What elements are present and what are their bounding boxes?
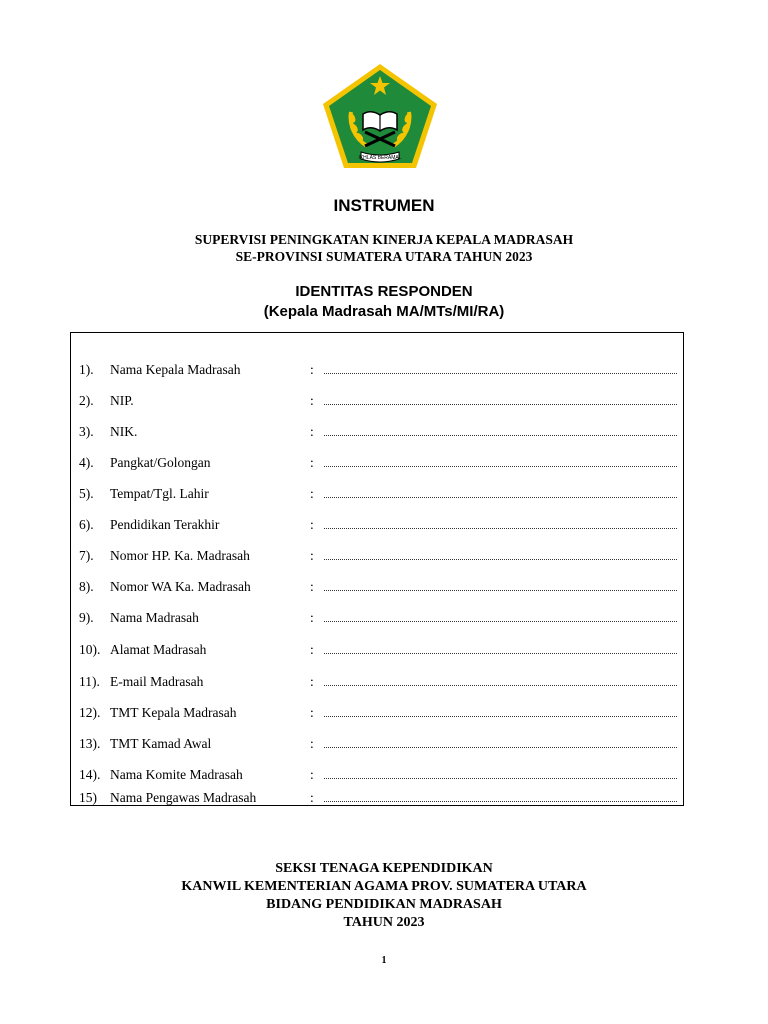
form-row-number: 1). xyxy=(79,362,94,377)
form-row-fill-line[interactable] xyxy=(324,621,677,622)
form-row-number: 2). xyxy=(79,393,94,408)
form-row-label: E-mail Madrasah xyxy=(110,674,204,689)
footer-line-2: KANWIL KEMENTERIAN AGAMA PROV. SUMATERA UTARA xyxy=(181,879,587,894)
form-row xyxy=(79,391,679,411)
form-row xyxy=(79,577,679,597)
form-row-number: 15) xyxy=(79,790,97,805)
form-row-colon: : xyxy=(310,393,314,408)
form-row xyxy=(79,672,679,692)
form-row-label: Nama Kepala Madrasah xyxy=(110,362,241,377)
form-row xyxy=(79,422,679,442)
form-row-number: 3). xyxy=(79,424,94,439)
form-row xyxy=(79,453,679,473)
form-row-number: 11). xyxy=(79,674,100,689)
form-row xyxy=(79,484,679,504)
form-row-colon: : xyxy=(310,790,314,805)
form-row-colon: : xyxy=(310,767,314,782)
footer-line-4: TAHUN 2023 xyxy=(343,915,425,930)
form-row xyxy=(79,640,679,660)
identity-subheading: (Kepala Madrasah MA/MTs/MI/RA) xyxy=(263,303,505,320)
form-row-label: Tempat/Tgl. Lahir xyxy=(110,486,209,501)
form-row-label: Nama Pengawas Madrasah xyxy=(110,790,257,805)
form-row-fill-line[interactable] xyxy=(324,685,677,686)
form-row-number: 9). xyxy=(79,610,94,625)
form-row-colon: : xyxy=(310,517,314,532)
logo-ribbon-text: IKHLAS BERAMAL xyxy=(358,155,402,161)
form-row-number: 8). xyxy=(79,579,94,594)
form-row-label: NIK. xyxy=(110,424,138,439)
form-row-number: 6). xyxy=(79,517,94,532)
form-row xyxy=(79,515,679,535)
form-row-fill-line[interactable] xyxy=(324,559,677,560)
form-row-colon: : xyxy=(310,362,314,377)
form-row-colon: : xyxy=(310,736,314,751)
page-number: 1 xyxy=(381,955,387,966)
form-row-colon: : xyxy=(310,424,314,439)
form-row-colon: : xyxy=(310,455,314,470)
form-row-fill-line[interactable] xyxy=(324,653,677,654)
form-row-label: TMT Kepala Madrasah xyxy=(110,705,237,720)
document-title: INSTRUMEN xyxy=(333,196,435,215)
form-row-fill-line[interactable] xyxy=(324,466,677,467)
form-row-number: 10). xyxy=(79,642,101,657)
form-row-colon: : xyxy=(310,642,314,657)
form-row-fill-line[interactable] xyxy=(324,404,677,405)
form-row-fill-line[interactable] xyxy=(324,778,677,779)
form-row xyxy=(79,734,679,754)
form-row-number: 12). xyxy=(79,705,101,720)
form-row-label: Alamat Madrasah xyxy=(110,642,207,657)
form-row-fill-line[interactable] xyxy=(324,497,677,498)
form-row-label: Pangkat/Golongan xyxy=(110,455,211,470)
subtitle-line-1: SUPERVISI PENINGKATAN KINERJA KEPALA MADRASAH xyxy=(194,232,574,247)
form-row-colon: : xyxy=(310,674,314,689)
identity-heading: IDENTITAS RESPONDEN xyxy=(295,283,473,300)
ministry-of-religious-affairs-logo xyxy=(321,62,439,170)
form-row-colon: : xyxy=(310,486,314,501)
form-row-label: NIP. xyxy=(110,393,134,408)
form-row-fill-line[interactable] xyxy=(324,747,677,748)
form-row-fill-line[interactable] xyxy=(324,716,677,717)
form-row-fill-line[interactable] xyxy=(324,801,677,802)
form-row-number: 7). xyxy=(79,548,94,563)
form-row-number: 13). xyxy=(79,736,101,751)
form-row-colon: : xyxy=(310,579,314,594)
subtitle-line-2: SE-PROVINSI SUMATERA UTARA TAHUN 2023 xyxy=(235,249,533,264)
footer-line-1: SEKSI TENAGA KEPENDIDIKAN xyxy=(275,861,493,876)
form-row xyxy=(79,608,679,628)
form-row-fill-line[interactable] xyxy=(324,435,677,436)
form-row xyxy=(79,703,679,723)
form-row-colon: : xyxy=(310,610,314,625)
form-row-label: Nama Madrasah xyxy=(110,610,199,625)
form-row-number: 5). xyxy=(79,486,94,501)
form-row-label: Nomor WA Ka. Madrasah xyxy=(110,579,251,594)
form-row xyxy=(79,360,679,380)
form-row-fill-line[interactable] xyxy=(324,528,677,529)
form-row-label: Nama Komite Madrasah xyxy=(110,767,243,782)
form-row-label: Pendidikan Terakhir xyxy=(110,517,220,532)
form-row xyxy=(79,546,679,566)
form-row-colon: : xyxy=(310,705,314,720)
form-row xyxy=(79,788,679,808)
form-row-number: 14). xyxy=(79,767,101,782)
form-row xyxy=(79,765,679,785)
form-row-label: Nomor HP. Ka. Madrasah xyxy=(110,548,250,563)
form-row-fill-line[interactable] xyxy=(324,373,677,374)
form-row-label: TMT Kamad Awal xyxy=(110,736,212,751)
form-row-colon: : xyxy=(310,548,314,563)
form-row-number: 4). xyxy=(79,455,94,470)
footer-line-3: BIDANG PENDIDIKAN MADRASAH xyxy=(266,897,502,912)
form-row-fill-line[interactable] xyxy=(324,590,677,591)
